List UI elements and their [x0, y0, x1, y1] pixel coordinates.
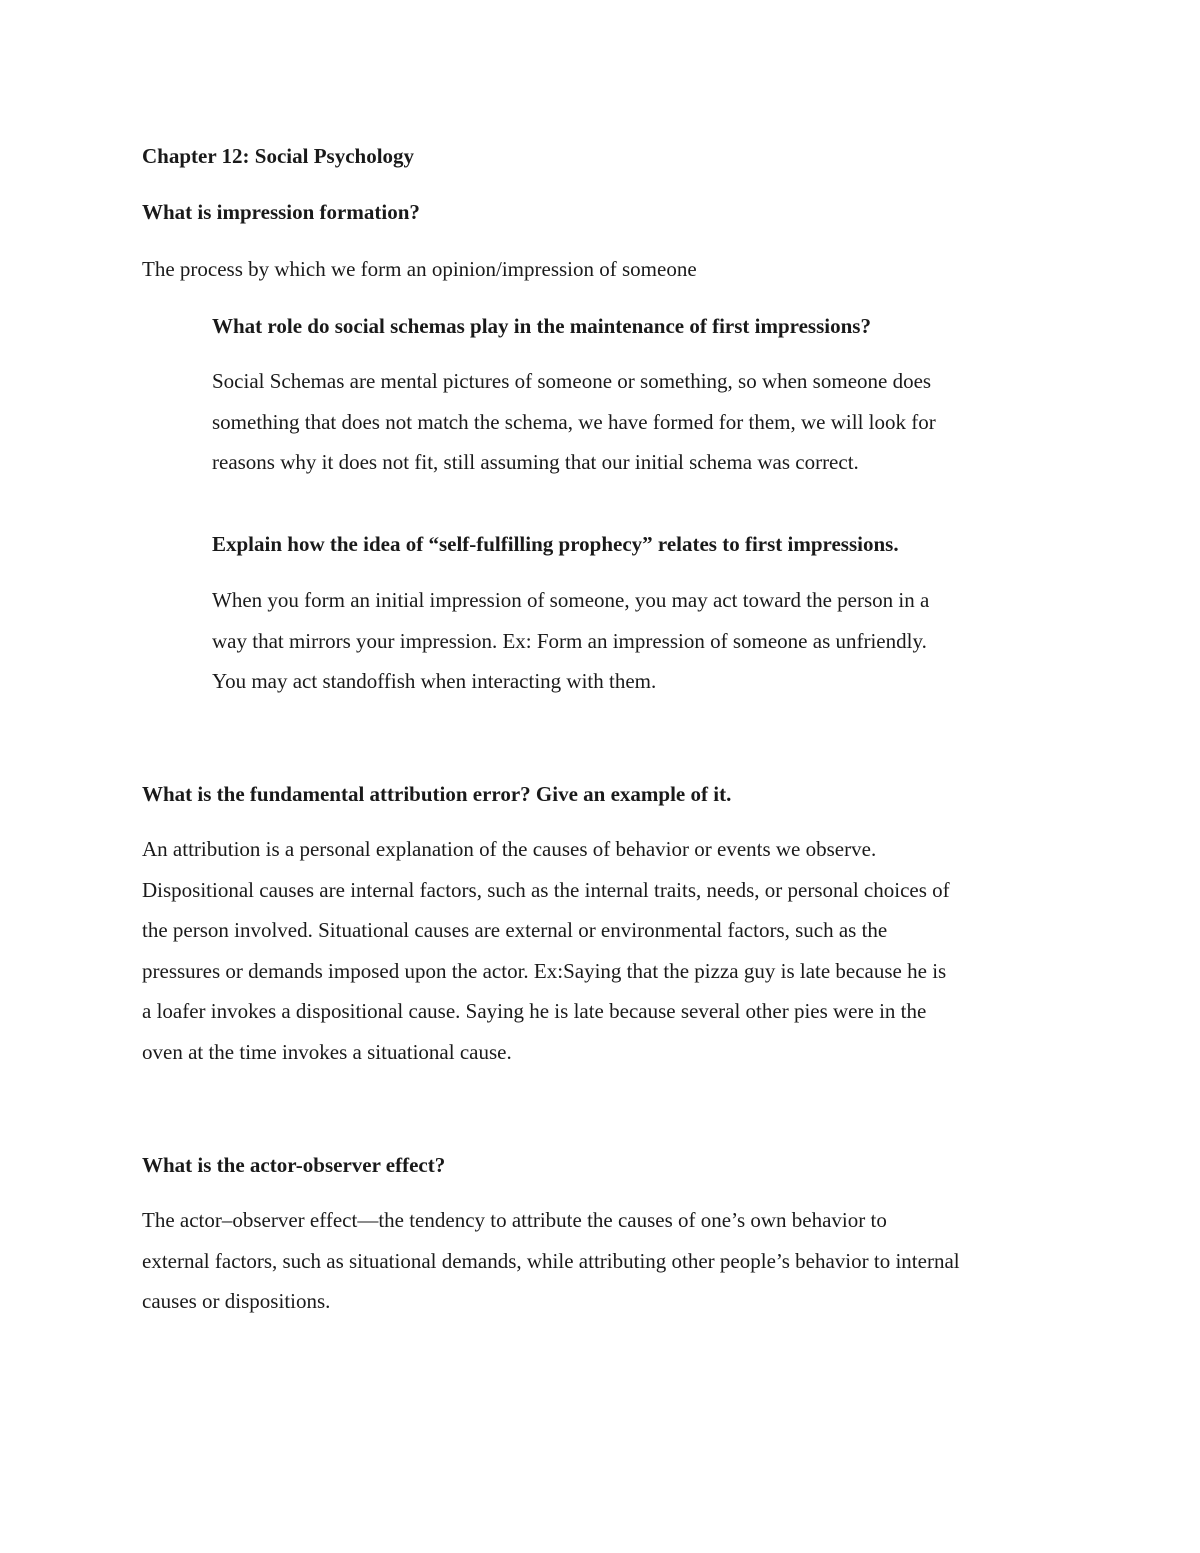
answer-line: external factors, such as situational demands, while attributing other people’s behavior to internal [142, 1248, 960, 1273]
answer-self-fulfilling-prophecy [212, 580, 929, 702]
answer-line: You may act standoffish when interacting with them. [212, 669, 657, 694]
answer-line: pressures or demands imposed upon the actor. Ex:Saying that the pizza guy is late because he is [142, 958, 947, 983]
answer-line: something that does not match the schema, we have formed for them, we will look for [212, 409, 936, 434]
question-impression-formation: What is impression formation? [142, 200, 420, 224]
question-social-schemas: What role do social schemas play in the maintenance of first impressions? [212, 314, 871, 338]
answer-fundamental-attribution-error [142, 829, 950, 1073]
answer-line: An attribution is a personal explanation of the causes of behavior or events we observe. [142, 837, 877, 861]
question-fundamental-attribution-error: What is the fundamental attribution error? Give an example of it. [142, 782, 732, 806]
answer-line: reasons why it does not fit, still assuming that our initial schema was correct. [212, 450, 859, 475]
answer-line: When you form an initial impression of someone, you may act toward the person in a [212, 588, 930, 612]
answer-line: the person involved. Situational causes are external or environmental factors, such as the [142, 918, 888, 943]
answer-line: causes or dispositions. [142, 1289, 331, 1314]
answer-line: The actor–observer effect—the tendency to attribute the causes of one’s own behavior to [142, 1208, 887, 1232]
answer-line: oven at the time invokes a situational cause. [142, 1039, 512, 1064]
question-self-fulfilling-prophecy: Explain how the idea of “self-fulfilling prophecy” relates to first impressions. [212, 532, 899, 556]
answer-line: Social Schemas are mental pictures of someone or something, so when someone does [212, 369, 932, 393]
answer-actor-observer-effect [142, 1200, 960, 1322]
page-title: Chapter 12: Social Psychology [142, 144, 415, 168]
answer-impression-formation: The process by which we form an opinion/impression of someone [142, 257, 697, 281]
question-actor-observer-effect: What is the actor-observer effect? [142, 1153, 446, 1177]
answer-social-schemas [212, 361, 936, 483]
answer-line: way that mirrors your impression. Ex: Form an impression of someone as unfriendly. [212, 628, 927, 653]
answer-line: Dispositional causes are internal factors, such as the internal traits, needs, or personal choices of [142, 877, 950, 902]
answer-line: a loafer invokes a dispositional cause. Saying he is late because several other pies were in the [142, 999, 927, 1024]
